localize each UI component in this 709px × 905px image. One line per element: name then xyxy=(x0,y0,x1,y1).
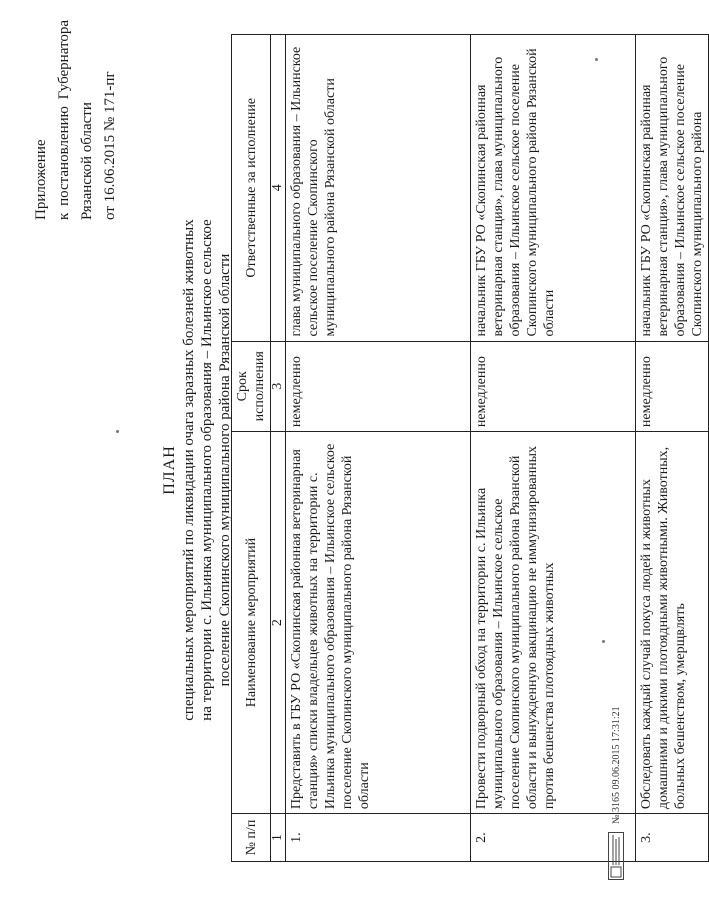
deadline-text: немедленно xyxy=(636,341,709,432)
deadline-text: немедленно xyxy=(471,341,636,432)
row-number: 2. xyxy=(471,814,636,862)
responsible-text: начальник ГБУ РО «Скопинская районная ветеринарная станция», глава муниципального образования – Ильинское сельское поселение Скопинского муниципального района xyxy=(636,35,709,342)
measure-text: Обследовать каждый случай покуса людей и животных домашними и дикими плотоядными животными. Животных, больных бешенством, умерщвлять xyxy=(636,432,709,814)
appendix-label: Приложение xyxy=(33,139,49,220)
deadline-text: немедленно xyxy=(286,341,471,432)
appendix-authority: Губернатора xyxy=(56,20,72,100)
responsible-text: глава муниципального образования – Ильинское сельское поселение Скопинского муниципального района Рязанской области xyxy=(286,35,471,342)
appendix-doc-type: постановлению xyxy=(56,106,72,206)
plan-title-line: на территории с. Ильинка муниципального образования – Ильинское сельское xyxy=(199,219,215,721)
table-row xyxy=(286,35,471,862)
table-row xyxy=(636,35,709,862)
plan-title-line: специальных мероприятий по ликвидации очага заразных болезней животных xyxy=(181,219,197,721)
header-deadline: Срок исполнения xyxy=(232,341,271,432)
appendix-block xyxy=(30,20,122,220)
responsible-text: начальник ГБУ РО «Скопинская районная ветеринарная станция», глава муниципального образования – Ильинское сельское поселение Скопинского муниципального района Рязанской области xyxy=(471,35,636,342)
header-responsible: Ответственные за исполнение xyxy=(232,35,271,342)
column-number: 2 xyxy=(271,432,286,814)
appendix-region: Рязанской области xyxy=(79,102,95,220)
plan-title-line: поселение Скопинского муниципального района Рязанской области xyxy=(217,253,233,687)
registry-logo-icon xyxy=(608,832,624,880)
appendix-date-number: от 16.06.2015 № 171-пг xyxy=(102,71,118,220)
row-number: 3. xyxy=(636,814,709,862)
registration-number: № 3165 09.06.2015 17:31:21 xyxy=(610,706,622,824)
measures-table xyxy=(231,34,709,862)
column-number: 1 xyxy=(271,814,286,862)
measure-text: Провести подворный обход на территории с. Ильинка муниципального образования – Ильинское сельское поселение Скопинского муниципального района Рязанской области и вынужденную вакцинацию не иммунизированных против бешенства плотоядных животных xyxy=(471,432,636,814)
column-number: 3 xyxy=(271,341,286,432)
header-number: № п/п xyxy=(232,814,271,862)
column-number: 4 xyxy=(271,35,286,342)
plan-heading: ПЛАН xyxy=(161,445,178,495)
header-measure-name: Наименование мероприятий xyxy=(232,432,271,814)
column-number-row xyxy=(271,35,286,862)
rotated-landscape-content xyxy=(28,20,705,880)
table-header-row xyxy=(232,35,271,862)
row-number: 1. xyxy=(286,814,471,862)
registration-stamp xyxy=(608,706,624,880)
measure-text: Представить в ГБУ РО «Скопинская районная ветеринарная станция» списки владельцев животных на территории с. Ильинка муниципального образования – Ильинское сельское поселение Скопинского муниципального района Рязанской области xyxy=(286,432,471,814)
appendix-prefix: к xyxy=(56,212,72,220)
appendix-resolution-line xyxy=(53,20,76,220)
plan-title-block xyxy=(161,120,234,820)
